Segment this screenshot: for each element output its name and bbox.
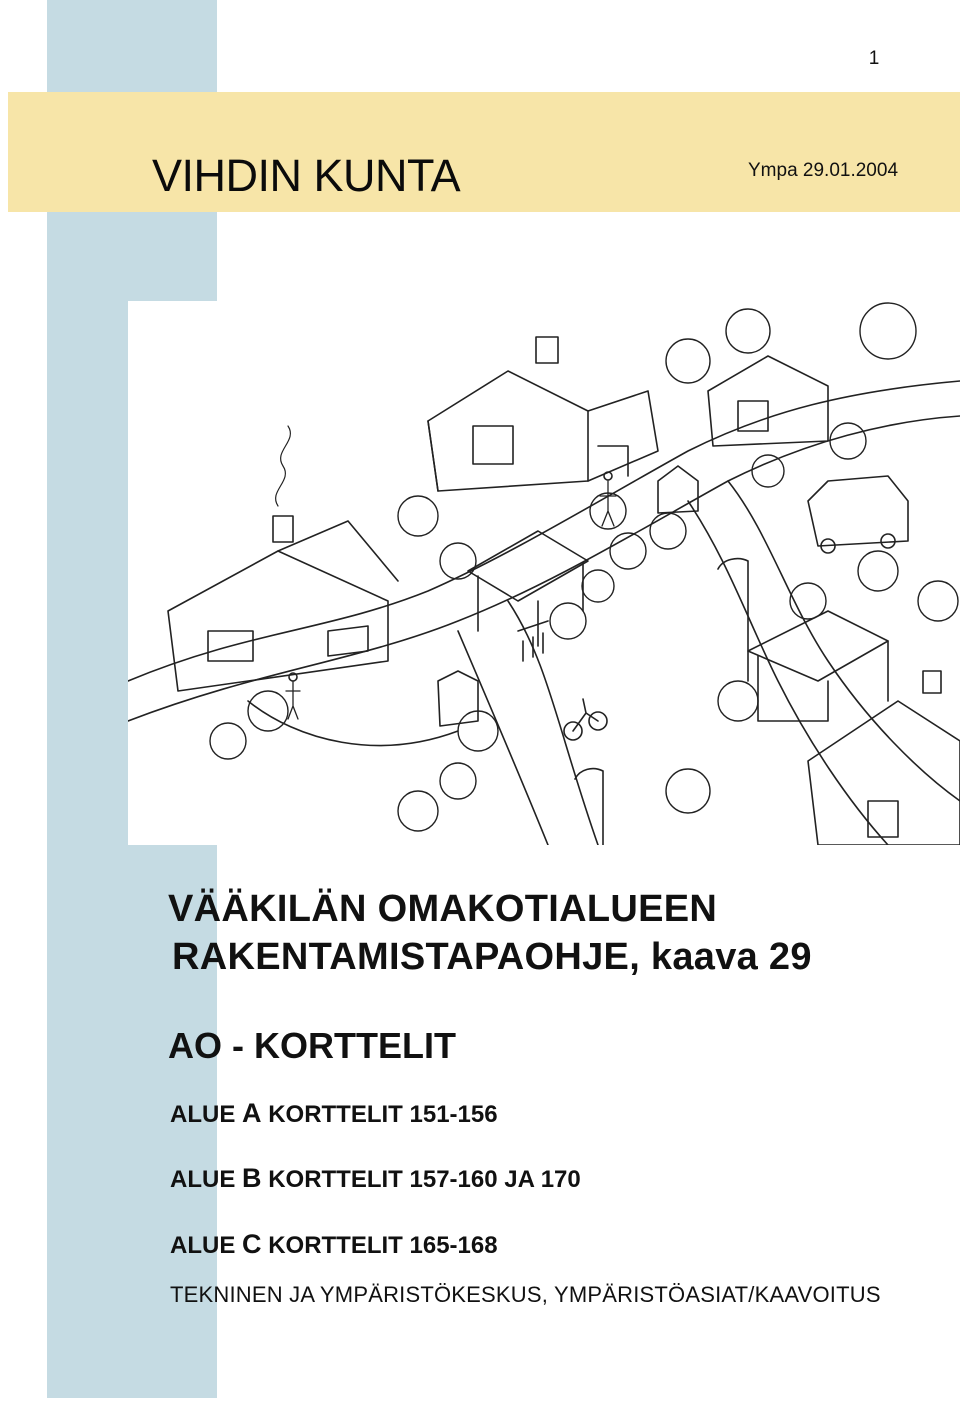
municipality-name: VIHDIN KUNTA xyxy=(152,150,461,201)
area-letter: B xyxy=(242,1163,262,1193)
area-a-line xyxy=(170,1098,498,1129)
section-heading: AO - KORTTELIT xyxy=(168,1025,456,1066)
page-number: 1 xyxy=(868,48,880,69)
neighbourhood-illustration xyxy=(128,301,960,845)
area-c-line xyxy=(170,1229,498,1260)
document-title-line-1: VÄÄKILÄN OMAKOTIALUEEN xyxy=(168,888,718,930)
area-letter: A xyxy=(242,1098,262,1128)
area-blocks: KORTTELIT 151-156 xyxy=(268,1101,498,1128)
publisher-footer: TEKNINEN JA YMPÄRISTÖKESKUS, YMPÄRISTÖASIAT/KAAVOITUS xyxy=(170,1282,881,1307)
area-b-line xyxy=(170,1163,581,1194)
area-prefix: ALUE xyxy=(170,1166,236,1193)
document-date: Ympa 29.01.2004 xyxy=(748,160,899,181)
document-title-line-2: RAKENTAMISTAPAOHJE, kaava 29 xyxy=(172,936,812,978)
header-band xyxy=(8,92,960,212)
area-prefix: ALUE xyxy=(170,1232,236,1259)
area-letter: C xyxy=(242,1229,262,1259)
area-blocks: KORTTELIT 165-168 xyxy=(268,1232,498,1259)
area-prefix: ALUE xyxy=(170,1101,236,1128)
area-blocks: KORTTELIT 157-160 JA 170 xyxy=(268,1166,581,1193)
